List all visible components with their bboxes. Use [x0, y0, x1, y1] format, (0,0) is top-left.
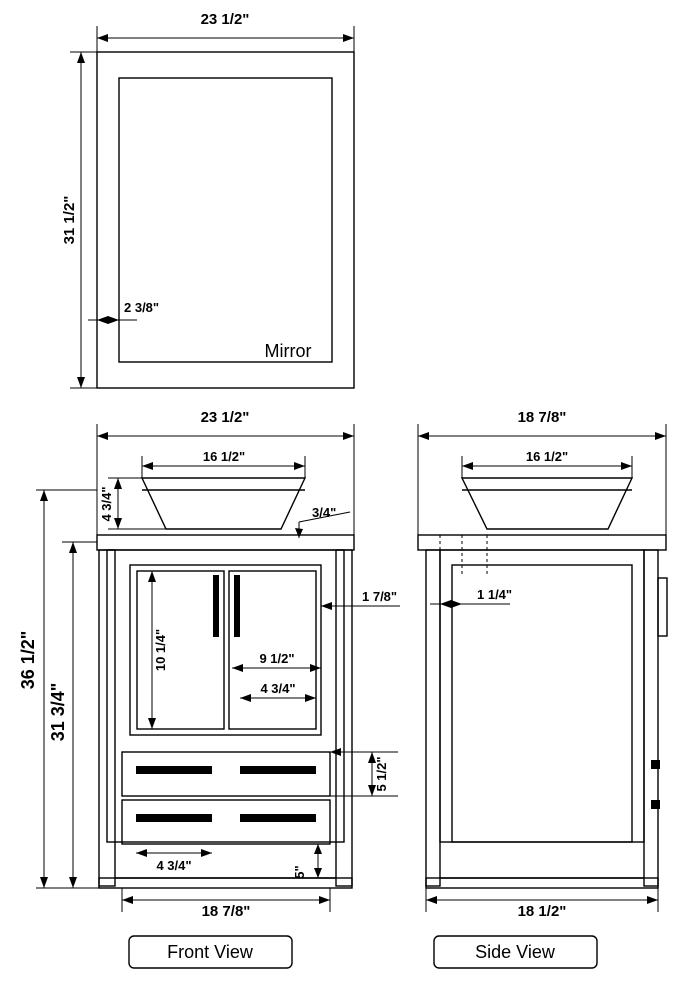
mirror-frame-width-label: 2 3/8"	[124, 300, 160, 315]
mirror-drawing	[97, 52, 354, 388]
mirror-text-label: Mirror	[264, 341, 312, 361]
front-toe-kick-dimension	[292, 844, 330, 879]
front-drawer-width-label: 4 3/4"	[156, 858, 192, 873]
front-view-label: Front View	[167, 942, 253, 962]
side-view-drawing	[418, 478, 667, 888]
mirror-frame-width-dimension	[88, 300, 159, 324]
front-door-inner-width-dimension	[240, 681, 316, 702]
side-top-depth-dimension	[418, 409, 666, 535]
mirror-height-label: 31 1/2"	[61, 195, 78, 245]
front-cabinet-height-label: 31 3/4"	[48, 682, 68, 742]
side-sink-depth-dimension	[462, 449, 632, 478]
front-counter-thickness-dimension	[295, 505, 350, 538]
front-door-height-label: 10 1/4"	[153, 628, 168, 672]
front-overall-height-label: 36 1/2"	[18, 630, 38, 690]
front-counter-thickness-label: 3/4"	[312, 505, 337, 520]
front-sink-height-dimension	[99, 478, 166, 529]
side-offset-label: 1 1/4"	[477, 587, 513, 602]
front-apron-dimension	[321, 560, 400, 612]
side-sink-depth-label: 16 1/2"	[525, 449, 569, 464]
front-sink-width-dimension	[142, 449, 305, 478]
side-view-label-box	[434, 936, 597, 968]
side-view-label: Side View	[475, 942, 555, 962]
front-drawer-height-dimension	[330, 748, 398, 796]
front-door-width-dimension	[232, 651, 321, 672]
mirror-height-dimension	[61, 52, 97, 388]
front-sink-height-label: 4 3/4"	[99, 486, 114, 522]
front-cabinet-height-dimension	[48, 542, 99, 888]
front-door-width-label: 9 1/2"	[259, 651, 295, 666]
side-base-depth-label: 18 1/2"	[517, 903, 567, 920]
side-offset-dimension	[430, 587, 512, 608]
front-apron-label: 1 7/8"	[362, 589, 398, 604]
front-door-inner-width-label: 4 3/4"	[260, 681, 296, 696]
front-drawer-height-label: 5 1/2"	[374, 756, 389, 792]
front-view-drawing	[97, 478, 354, 888]
front-door-height-dimension	[137, 571, 168, 729]
front-top-width-label: 23 1/2"	[200, 409, 250, 426]
front-view-label-box	[129, 936, 292, 968]
front-base-width-label: 18 7/8"	[201, 903, 251, 920]
mirror-width-dimension	[97, 11, 354, 52]
side-base-depth-dimension	[426, 888, 658, 920]
side-top-depth-label: 18 7/8"	[517, 409, 567, 426]
front-toe-kick-label: 5"	[292, 865, 307, 879]
front-sink-width-label: 16 1/2"	[202, 449, 246, 464]
mirror-width-label: 23 1/2"	[200, 11, 250, 28]
front-drawer-width-dimension	[136, 849, 212, 873]
front-base-width-dimension	[122, 888, 330, 920]
